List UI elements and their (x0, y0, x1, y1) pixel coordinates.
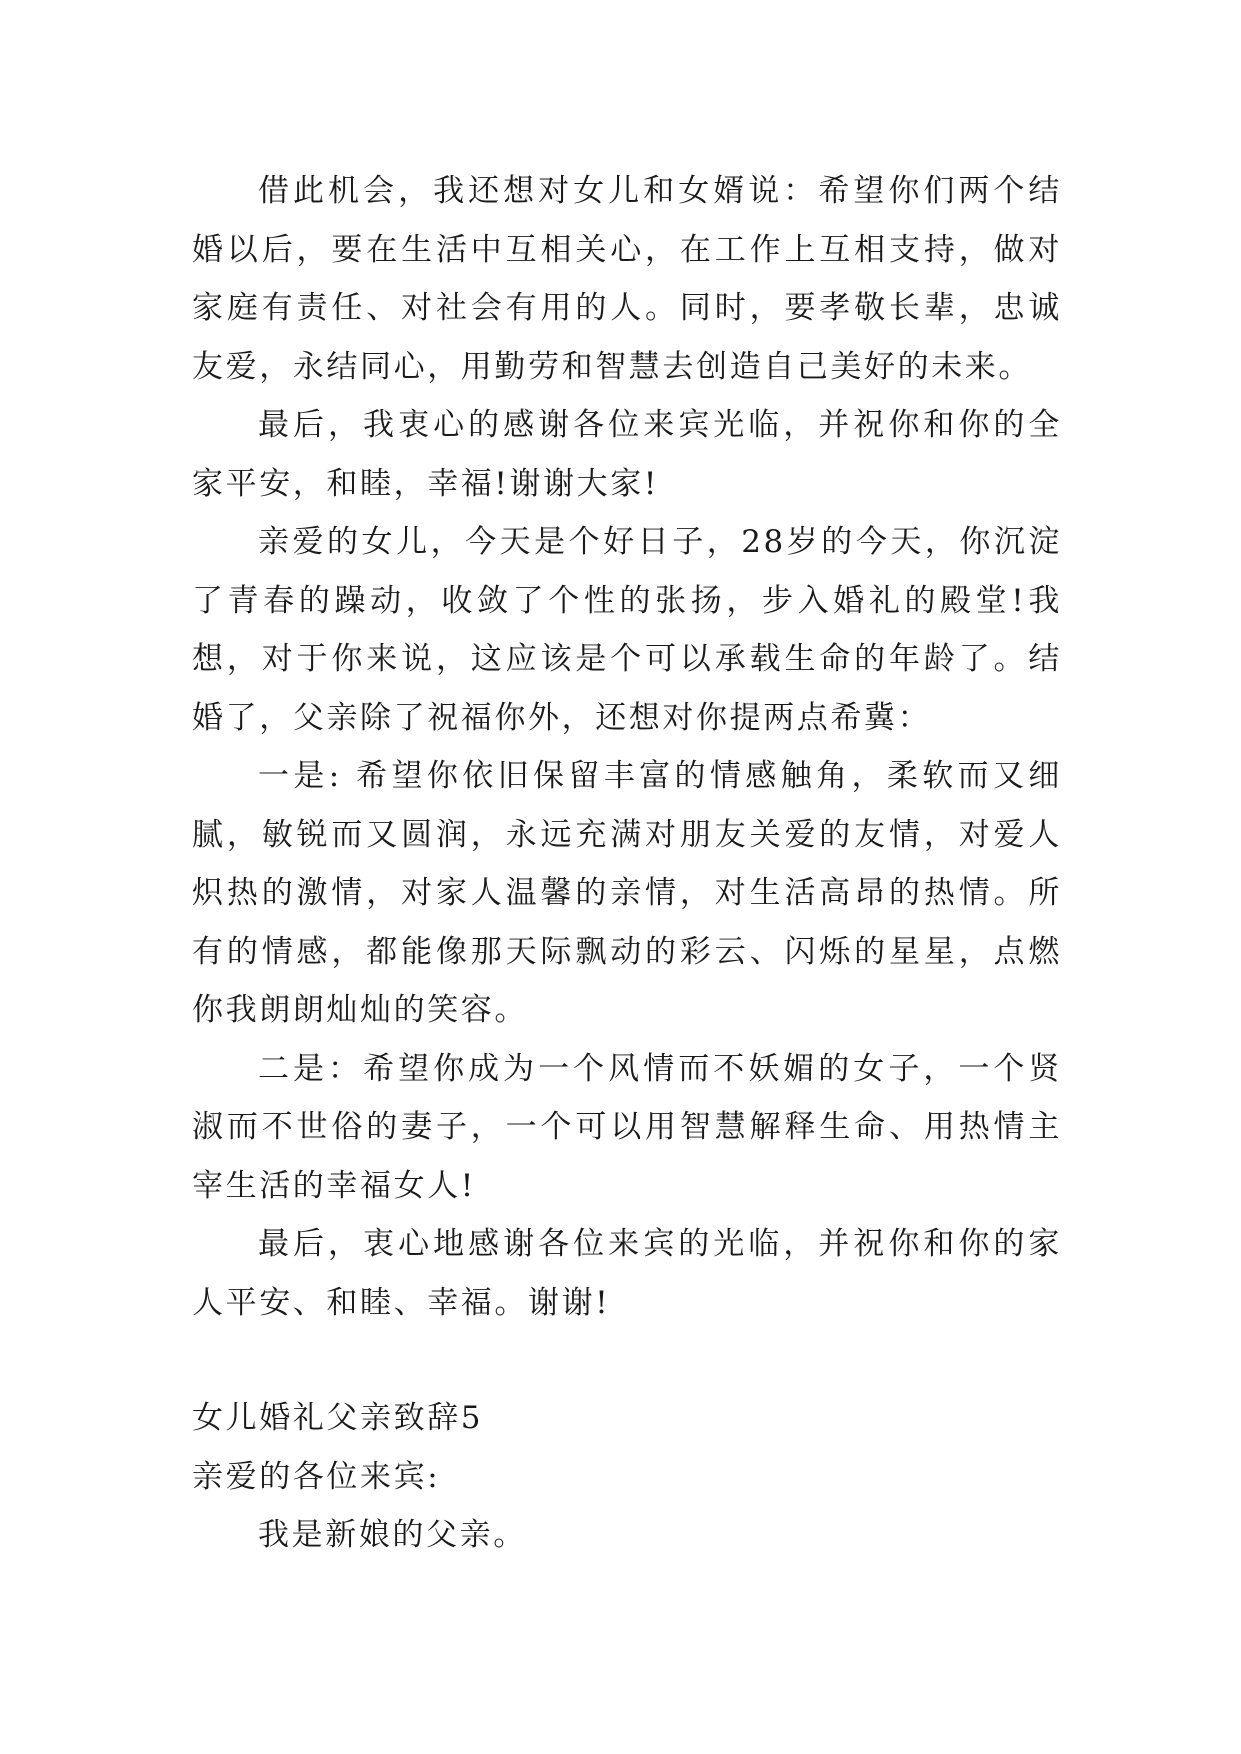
paragraph-wish-two: 二是：希望你成为一个风情而不妖媚的女子，一个贤淑而不世俗的妻子，一个可以用智慧解释生命、用热情主宰生活的幸福女人! (192, 1050, 1062, 1204)
paragraph-wish-one: 一是: 希望你依旧保留丰富的情感触角，柔软而又细腻，敏锐而又圆润，永远充满对朋友关爱的友情，对爱人炽热的激情，对家人温馨的亲情，对生活高昂的热情。所有的情感，都能像那天际飘动的彩云、闪烁的星星，点燃你我朗朗灿灿的笑容。 (192, 758, 1062, 1028)
paragraph-introduction: 我是新娘的父亲。 (258, 1517, 527, 1553)
paragraph-to-daughter: 亲爱的女儿，今天是个好日子，28岁的今天，你沉淀了青春的躁动，收敛了个性的张扬，步入婚礼的殿堂!我想，对于你来说，这应该是个可以承载生命的年龄了。结婚了，父亲除了祝福你外，还想对你提两点希冀： (192, 524, 1062, 736)
section-title: 女儿婚礼父亲致辞5 (192, 1400, 484, 1436)
salutation: 亲爱的各位来宾: (192, 1458, 441, 1495)
paragraph-final-thanks: 最后，衷心地感谢各位来宾的光临，并祝你和你的家人平安、和睦、幸福。谢谢! (192, 1226, 1062, 1321)
paragraph-advice-to-couple: 借此机会，我还想对女儿和女婿说：希望你们两个结婚以后，要在生活中互相关心，在工作上互相支持，做对家庭有责任、对社会有用的人。同时，要孝敬长辈，忠诚友爱，永结同心，用勤劳和智慧去创造自己美好的未来。 (192, 173, 1062, 385)
paragraph-thanks-guests: 最后，我衷心的感谢各位来宾光临，并祝你和你的全家平安，和睦，幸福!谢谢大家! (192, 407, 1062, 502)
document-body (192, 162, 1062, 1565)
